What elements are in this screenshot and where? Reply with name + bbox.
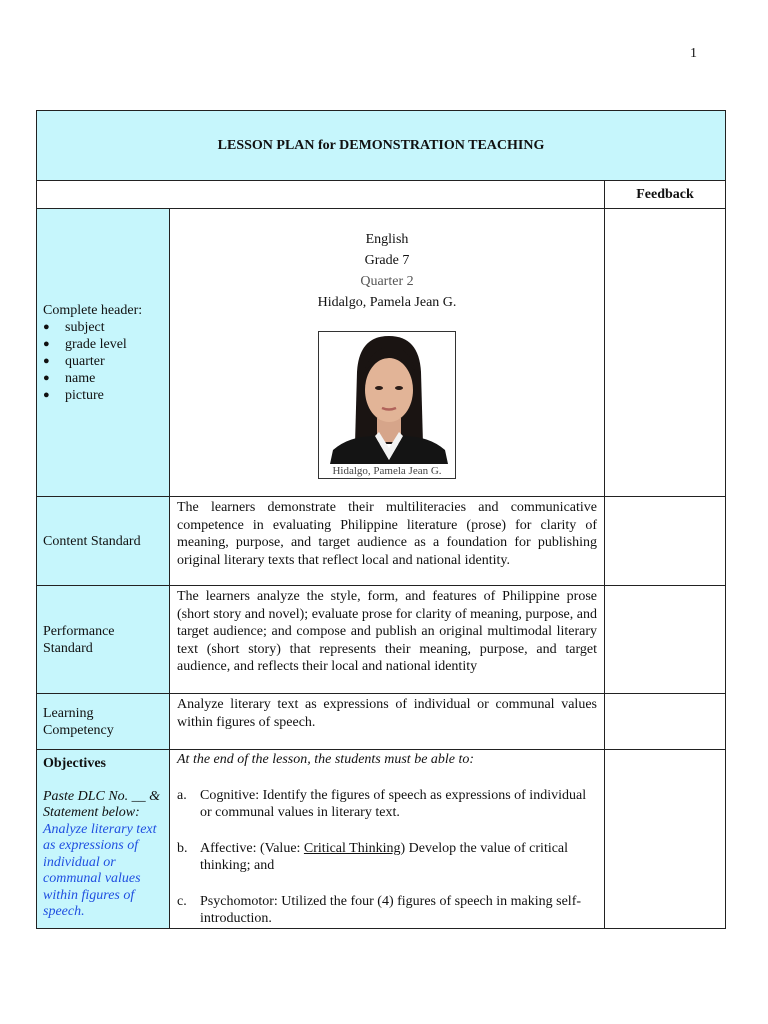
performance-label-line2: Standard	[43, 640, 93, 656]
feedback-header: Feedback	[605, 181, 726, 209]
bullet-quarter: ● quarter	[43, 353, 163, 370]
header-info-cell	[170, 209, 605, 497]
subject-text: English	[365, 232, 409, 247]
content-standard-label: Content Standard	[37, 497, 170, 586]
portrait-image	[319, 332, 455, 478]
quarter-text: Quarter 2	[360, 274, 414, 289]
grade-text: Grade 7	[364, 253, 410, 268]
competency-label-line1: Learning	[43, 705, 94, 721]
objective-letter: c.	[177, 893, 187, 909]
competency-label-line2: Competency	[43, 722, 114, 738]
performance-label-line1: Performance	[43, 623, 115, 639]
teacher-photo	[318, 331, 456, 479]
objective-text: Cognitive: Identify the figures of speech as expressions of individual or communal values in literary text.	[200, 787, 587, 820]
complete-header-label: Complete header:	[43, 302, 143, 318]
performance-standard-label-cell	[37, 586, 170, 694]
blank-header-cell	[37, 181, 605, 209]
learning-competency-label-cell	[37, 694, 170, 750]
lesson-plan-table	[36, 110, 726, 929]
photo-caption: Hidalgo, Pamela Jean G.	[319, 464, 455, 478]
lesson-plan-title: LESSON PLAN for DEMONSTRATION TEACHING	[37, 111, 726, 181]
feedback-cell-header	[605, 209, 726, 497]
objectives-content-cell	[170, 750, 605, 929]
objective-letter: a.	[177, 787, 187, 803]
affective-post: ) Develop the value of critical thinking; and	[200, 840, 569, 873]
feedback-cell-objectives	[605, 750, 726, 929]
objective-text	[200, 840, 597, 875]
performance-standard-text: The learners analyze the style, form, and features of Philippine prose (short story and novel); evaluate prose for clarity of meaning, purpose, and target audience; and compose and publish an original multimodal literary text (short story) that represents their meaning, purpose, and target audience, and reflects their local and national identity	[170, 586, 605, 694]
objective-letter: b.	[177, 840, 188, 856]
objective-item-psychomotor	[177, 893, 597, 928]
dlc-label: Paste DLC No. __ & Statement below:	[43, 788, 161, 820]
bullet-name: ● name	[43, 370, 163, 387]
teacher-name: Hidalgo, Pamela Jean G.	[317, 295, 457, 310]
header-bullet-list	[43, 319, 163, 404]
objective-item-affective	[177, 840, 597, 875]
feedback-cell-learning-competency	[605, 694, 726, 750]
complete-header-label-cell	[37, 209, 170, 497]
feedback-cell-content-standard	[605, 497, 726, 586]
objectives-label-cell	[37, 750, 170, 929]
affective-value: Critical Thinking	[303, 840, 401, 856]
objectives-label: Objectives	[43, 756, 106, 771]
objective-item-cognitive	[177, 787, 597, 822]
affective-pre: Affective: (Value:	[200, 840, 304, 856]
dlc-statement: Analyze literary text as expressions of individual or communal values within figures of speech.	[43, 821, 157, 919]
learning-competency-text: Analyze literary text as expressions of individual or communal values within figures of speech.	[170, 694, 605, 750]
bullet-grade-level: ● grade level	[43, 336, 163, 353]
objectives-intro: At the end of the lesson, the students must be able to:	[177, 752, 475, 767]
feedback-cell-performance-standard	[605, 586, 726, 694]
page-number: 1	[690, 46, 697, 61]
bullet-picture: ● picture	[43, 387, 163, 404]
content-standard-text: The learners demonstrate their multiliteracies and communicative competence in evaluating Philippine literature (prose) for clarity of meaning, purpose, and target audience as a foundation for publishing original literary texts that reflect local and national identity.	[170, 497, 605, 586]
objective-text: Psychomotor: Utilized the four (4) figures of speech in making self-introduction.	[200, 893, 582, 926]
bullet-subject: ● subject	[43, 319, 163, 336]
